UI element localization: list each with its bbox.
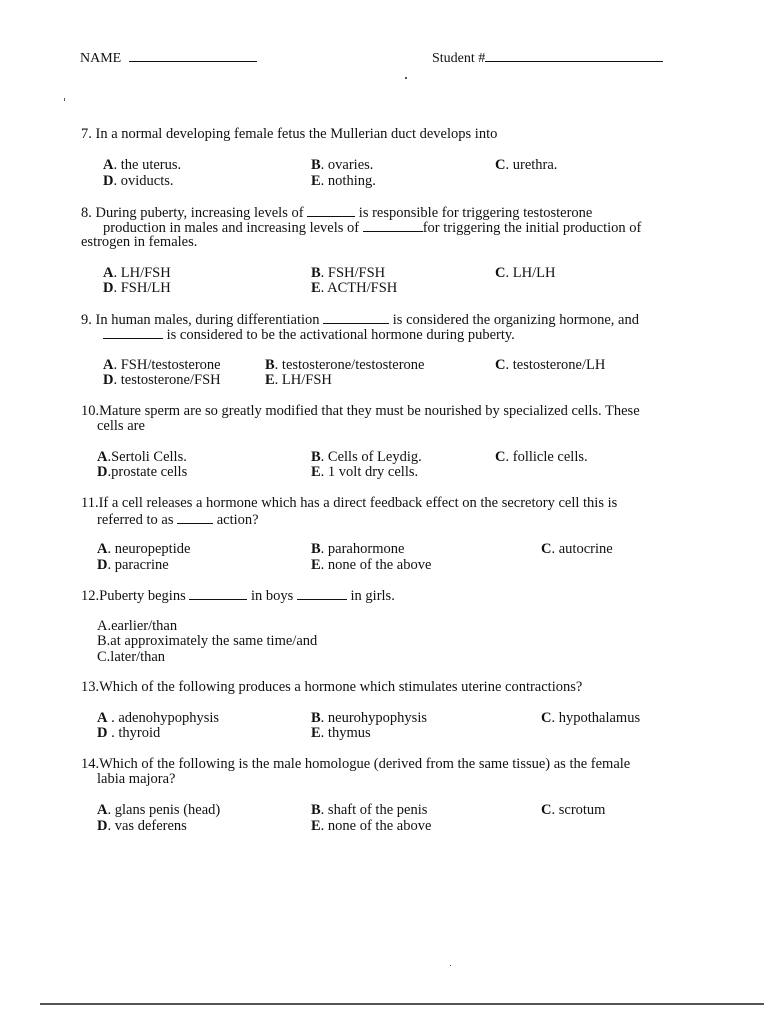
question-8-stem-line1: 8. During puberty, increasing levels of is responsible for triggering testosterone [81,205,593,221]
q9-option-d[interactable]: D. testosterone/FSH [103,372,221,388]
q14-option-d[interactable]: D. vas deferens [97,818,187,834]
name-label: NAME [80,51,122,66]
q7-option-d[interactable]: D. oviducts. [103,173,174,189]
scan-speck [64,98,65,101]
question-8-stem-line2: production in males and increasing levels of for triggering the initial production of [103,220,642,236]
q11-option-d[interactable]: D. paracrine [97,557,169,573]
question-10-stem-line1: 10.Mature sperm are so greatly modified that they must be nourished by specialized cells. These [81,403,640,419]
q8-option-a[interactable]: A. LH/FSH [103,265,171,281]
q10-option-e[interactable]: E. 1 volt dry cells. [311,464,419,480]
q12-blank-2[interactable] [297,587,347,600]
student-number-blank[interactable] [485,49,663,62]
q8-blank-2[interactable] [363,219,423,232]
q9-blank-1[interactable] [323,311,389,324]
q10-option-b[interactable]: B. Cells of Leydig. [311,449,422,465]
q11-option-a[interactable]: A. neuropeptide [97,541,191,557]
question-10-stem-line2: cells are [97,418,145,434]
q7-option-b[interactable]: B. ovaries. [311,157,374,173]
q8-blank-1[interactable] [307,204,355,217]
q10-option-c[interactable]: C. follicle cells. [495,449,588,465]
q10-option-d[interactable]: D.prostate cells [97,464,188,480]
q12-blank-1[interactable] [189,587,247,600]
q8-option-d[interactable]: D. FSH/LH [103,280,171,296]
q9-option-a[interactable]: A. FSH/testosterone [103,357,221,373]
q12-option-c[interactable]: C.later/than [97,649,166,665]
name-field[interactable] [80,49,257,67]
q7-option-a[interactable]: A. the uterus. [103,157,182,173]
page-bottom-edge [40,1003,764,1005]
question-11-stem-line1: 11.If a cell releases a hormone which has a direct feedback effect on the secretory cell this is [81,495,618,511]
q13-option-e[interactable]: E. thymus [311,725,371,741]
q12-option-a[interactable]: A.earlier/than [97,618,178,634]
q9-option-c[interactable]: C. testosterone/LH [495,357,606,373]
q11-blank[interactable] [177,511,213,524]
q8-option-b[interactable]: B. FSH/FSH [311,265,386,281]
question-13-stem: 13.Which of the following produces a hormone which stimulates uterine contractions? [81,679,583,695]
question-12-stem: 12.Puberty begins in boys in girls. [81,588,395,604]
student-label: Student # [432,51,486,66]
q7-option-e[interactable]: E. nothing. [311,173,376,189]
q9-option-b[interactable]: B. testosterone/testosterone [265,357,425,373]
q11-option-c[interactable]: C. autocrine [541,541,613,557]
q11-option-b[interactable]: B. parahormone [311,541,405,557]
q8-option-e[interactable]: E. ACTH/FSH [311,280,398,296]
q13-option-b[interactable]: B. neurohypophysis [311,710,428,726]
q9-option-e[interactable]: E. LH/FSH [265,372,332,388]
q13-option-d[interactable]: D . thyroid [97,725,161,741]
question-8-stem-line3: estrogen in females. [81,234,198,250]
q9-blank-2[interactable] [103,326,163,339]
q12-option-b[interactable]: B.at approximately the same time/and [97,633,318,649]
question-9-stem-line1: 9. In human males, during differentiation is considered the organizing hormone, and [81,312,639,328]
question-11-stem-line2: referred to as action? [97,512,259,528]
scan-speck [450,965,451,966]
q14-option-c[interactable]: C. scrotum [541,802,606,818]
q14-option-a[interactable]: A. glans penis (head) [97,802,221,818]
scan-speck [405,77,407,79]
question-14-stem-line2: labia majora? [97,771,176,787]
q14-option-b[interactable]: B. shaft of the penis [311,802,428,818]
q8-option-c[interactable]: C. LH/LH [495,265,556,281]
q14-option-e[interactable]: E. none of the above [311,818,432,834]
q13-option-a[interactable]: A . adenohypophysis [97,710,220,726]
q7-option-c[interactable]: C. urethra. [495,157,558,173]
question-9-stem-line2: is considered to be the activational hormone during puberty. [103,326,515,343]
question-7-stem: 7. In a normal developing female fetus the Mullerian duct develops into [81,126,498,142]
name-blank[interactable] [129,49,257,62]
q10-option-a[interactable]: A.Sertoli Cells. [97,449,187,465]
q11-option-e[interactable]: E. none of the above [311,557,432,573]
q13-option-c[interactable]: C. hypothalamus [541,710,641,726]
student-number-field[interactable] [432,49,663,67]
question-14-stem-line1: 14.Which of the following is the male homologue (derived from the same tissue) as the female [81,756,631,772]
